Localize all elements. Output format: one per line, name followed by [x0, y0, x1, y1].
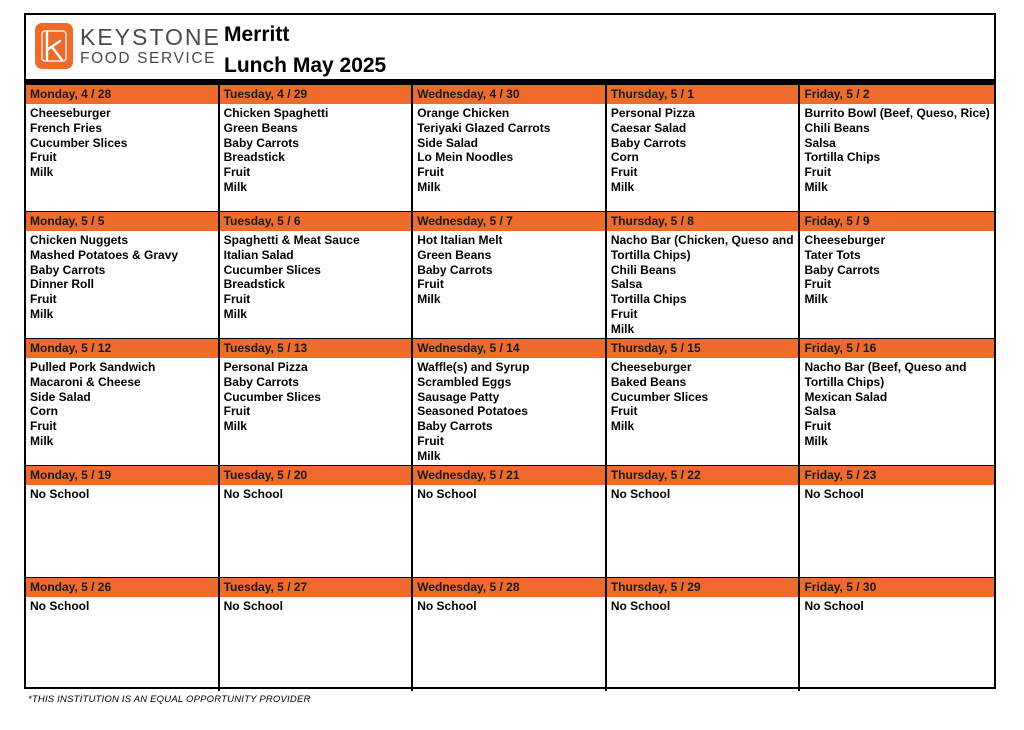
day-header: Thursday, 5 / 22	[607, 466, 799, 485]
menu-items	[220, 231, 412, 322]
day-header: Monday, 5 / 26	[26, 578, 218, 597]
menu-item: Chili Beans	[610, 262, 677, 277]
day-cell	[607, 85, 801, 211]
menu-item: Tortilla Chips	[610, 292, 687, 307]
brand-line-1: KEYSTONE	[80, 24, 221, 50]
menu-item: Chicken Nuggets	[30, 233, 129, 247]
menu-item: No School	[223, 487, 283, 501]
menu-item: No School	[804, 599, 864, 613]
menu-item: Nacho Bar (Chicken, Queso and Tortilla Chips)	[610, 233, 794, 262]
menu-item: Milk	[804, 292, 828, 307]
menu-title: Lunch May 2025	[224, 54, 387, 77]
menu-items	[26, 104, 218, 180]
day-cell	[800, 339, 994, 465]
day-cell	[413, 578, 607, 691]
menu-item: Green Beans	[417, 247, 492, 262]
day-header: Tuesday, 5 / 6	[220, 212, 412, 231]
menu-items	[413, 485, 605, 502]
day-header: Wednesday, 5 / 21	[413, 466, 605, 485]
menu-item: Milk	[610, 179, 635, 194]
day-cell	[26, 85, 220, 211]
menu-item: Side Salad	[30, 389, 91, 404]
day-header: Friday, 5 / 23	[800, 466, 994, 485]
menu-item: No School	[804, 487, 864, 501]
menu-item: Cucumber Slices	[30, 135, 128, 150]
day-cell	[413, 85, 607, 211]
menu-item: Corn	[610, 150, 639, 165]
menu-item: Cucumber Slices	[610, 389, 709, 404]
day-cell	[220, 212, 414, 338]
menu-items	[220, 597, 412, 614]
menu-item: Pulled Pork Sandwich	[30, 360, 156, 374]
day-cell	[800, 85, 994, 211]
day-header: Friday, 5 / 9	[800, 212, 994, 231]
menu-item: Fruit	[417, 277, 444, 292]
menu-items	[413, 358, 605, 464]
day-cell	[26, 466, 220, 577]
menu-items	[800, 597, 994, 614]
menu-item: Baby Carrots	[804, 262, 880, 277]
footnote: *THIS INSTITUTION IS AN EQUAL OPPORTUNITY PROVIDER	[28, 694, 311, 705]
menu-item: Baby Carrots	[223, 374, 299, 389]
week-row	[26, 85, 994, 212]
day-cell	[220, 466, 414, 577]
week-row	[26, 466, 994, 578]
day-cell	[800, 466, 994, 577]
menu-item: Fruit	[804, 165, 832, 180]
menu-items	[220, 104, 412, 195]
menu-item: Baby Carrots	[30, 262, 106, 277]
menu-item: Seasoned Potatoes	[417, 404, 528, 419]
day-header: Friday, 5 / 30	[800, 578, 994, 597]
day-cell	[413, 466, 607, 577]
day-header: Friday, 5 / 2	[800, 85, 994, 104]
menu-item: No School	[610, 599, 671, 613]
menu-items	[26, 597, 218, 614]
menu-item: Teriyaki Glazed Carrots	[417, 120, 551, 135]
menu-item: Milk	[417, 292, 441, 307]
menu-item: Fruit	[417, 165, 444, 180]
menu-items	[413, 104, 605, 195]
menu-item: Mexican Salad	[804, 389, 888, 404]
menu-item: Milk	[30, 165, 54, 180]
menu-item: Fruit	[804, 419, 832, 434]
menu-item: Lo Mein Noodles	[417, 150, 514, 165]
day-cell	[26, 578, 220, 691]
week-row	[26, 212, 994, 339]
menu-item: Green Beans	[223, 120, 298, 135]
menu-item: Breadstick	[223, 277, 285, 292]
menu-item: Caesar Salad	[610, 120, 687, 135]
day-header: Thursday, 5 / 29	[607, 578, 799, 597]
day-header: Wednesday, 5 / 14	[413, 339, 605, 358]
day-header: Tuesday, 4 / 29	[220, 85, 412, 104]
menu-items	[26, 231, 218, 322]
day-header: Monday, 4 / 28	[26, 85, 218, 104]
day-cell	[800, 212, 994, 338]
menu-item: Orange Chicken	[417, 106, 510, 120]
menu-header	[26, 15, 994, 83]
menu-item: Personal Pizza	[610, 106, 695, 120]
menu-items	[800, 104, 994, 195]
menu-items	[220, 485, 412, 502]
menu-item: Salsa	[610, 277, 643, 292]
menu-item: No School	[30, 599, 90, 613]
day-cell	[26, 339, 220, 465]
menu-item: Side Salad	[417, 135, 478, 150]
menu-item: Fruit	[804, 277, 832, 292]
day-header: Wednesday, 5 / 7	[413, 212, 605, 231]
menu-item: Fruit	[610, 306, 638, 321]
week-row	[26, 339, 994, 466]
keystone-logo-icon	[35, 23, 73, 69]
menu-items	[26, 485, 218, 502]
menu-item: Baby Carrots	[417, 262, 493, 277]
menu-item: No School	[610, 487, 671, 501]
menu-item: Italian Salad	[223, 247, 294, 262]
menu-item: Milk	[417, 448, 441, 463]
menu-item: No School	[417, 599, 477, 613]
menu-item: Fruit	[30, 419, 57, 434]
menu-items	[607, 104, 799, 195]
menu-item: Mashed Potatoes & Gravy	[30, 247, 179, 262]
day-header: Monday, 5 / 12	[26, 339, 218, 358]
day-cell	[220, 578, 414, 691]
week-row	[26, 578, 994, 691]
menu-item: Salsa	[804, 404, 836, 419]
menu-item: Macaroni & Cheese	[30, 374, 141, 389]
menu-item: Milk	[417, 179, 441, 194]
menu-items	[800, 231, 994, 307]
day-cell	[607, 339, 801, 465]
menu-item: Milk	[223, 306, 247, 321]
menu-items	[413, 231, 605, 307]
day-header: Thursday, 5 / 15	[607, 339, 799, 358]
brand-name	[80, 24, 226, 68]
brand-line-2: FOOD SERVICE	[80, 50, 217, 67]
menu-calendar-grid	[26, 85, 994, 691]
menu-item: Milk	[804, 433, 828, 448]
menu-item: No School	[223, 599, 283, 613]
menu-items	[607, 597, 799, 614]
menu-item: Fruit	[417, 433, 444, 448]
menu-frame	[24, 13, 996, 689]
day-cell	[607, 466, 801, 577]
day-cell	[220, 85, 414, 211]
menu-item: Chicken Spaghetti	[223, 106, 329, 120]
menu-item: French Fries	[30, 120, 103, 135]
menu-item: Burrito Bowl (Beef, Queso, Rice)	[804, 106, 990, 120]
day-header: Thursday, 5 / 1	[607, 85, 799, 104]
day-header: Thursday, 5 / 8	[607, 212, 799, 231]
menu-item: Hot Italian Melt	[417, 233, 503, 247]
day-cell	[26, 212, 220, 338]
menu-item: Milk	[30, 433, 54, 448]
menu-item: Milk	[610, 419, 635, 434]
day-header: Tuesday, 5 / 20	[220, 466, 412, 485]
menu-item: Sausage Patty	[417, 389, 500, 404]
day-header: Friday, 5 / 16	[800, 339, 994, 358]
day-header: Monday, 5 / 19	[26, 466, 218, 485]
menu-item: Milk	[30, 306, 54, 321]
menu-items	[220, 358, 412, 434]
day-cell	[413, 339, 607, 465]
menu-item: Chili Beans	[804, 120, 870, 135]
menu-item: Fruit	[223, 292, 251, 307]
menu-item: Cheeseburger	[30, 106, 111, 120]
day-cell	[220, 339, 414, 465]
menu-item: No School	[30, 487, 90, 501]
menu-item: Nacho Bar (Beef, Queso and Tortilla Chips)	[804, 360, 967, 389]
day-cell	[607, 212, 801, 338]
day-header: Wednesday, 5 / 28	[413, 578, 605, 597]
menu-item: Scrambled Eggs	[417, 374, 512, 389]
menu-item: Fruit	[223, 404, 251, 419]
menu-item: Salsa	[804, 135, 836, 150]
day-cell	[413, 212, 607, 338]
menu-item: No School	[417, 487, 477, 501]
menu-items	[26, 358, 218, 449]
menu-item: Tortilla Chips	[804, 150, 881, 165]
day-cell	[800, 578, 994, 691]
menu-item: Breadstick	[223, 150, 285, 165]
menu-item: Spaghetti & Meat Sauce	[223, 233, 360, 247]
menu-item: Cucumber Slices	[223, 262, 321, 277]
menu-item: Milk	[223, 179, 247, 194]
menu-items	[800, 358, 994, 449]
menu-item: Dinner Roll	[30, 277, 95, 292]
menu-item: Baby Carrots	[417, 419, 493, 434]
day-cell	[607, 578, 801, 691]
menu-item: Fruit	[610, 404, 638, 419]
menu-item: Waffle(s) and Syrup	[417, 360, 530, 374]
menu-item: Cucumber Slices	[223, 389, 321, 404]
menu-item: Baked Beans	[610, 374, 687, 389]
menu-items	[607, 358, 799, 434]
day-header: Tuesday, 5 / 13	[220, 339, 412, 358]
menu-items	[800, 485, 994, 502]
menu-item: Milk	[804, 179, 828, 194]
menu-item: Personal Pizza	[223, 360, 308, 374]
menu-item: Tater Tots	[804, 247, 861, 262]
menu-item: Cheeseburger	[804, 233, 886, 247]
menu-item: Fruit	[30, 292, 57, 307]
menu-item: Fruit	[610, 165, 638, 180]
day-header: Monday, 5 / 5	[26, 212, 218, 231]
school-name: Merritt	[224, 23, 290, 46]
day-header: Wednesday, 4 / 30	[413, 85, 605, 104]
menu-item: Cheeseburger	[610, 360, 692, 374]
menu-item: Baby Carrots	[223, 135, 299, 150]
menu-item: Milk	[223, 419, 247, 434]
menu-items	[413, 597, 605, 614]
menu-items	[607, 231, 799, 337]
menu-item: Fruit	[30, 150, 57, 165]
menu-item: Milk	[610, 321, 635, 336]
menu-item: Corn	[30, 404, 58, 419]
menu-item: Fruit	[223, 165, 251, 180]
menu-items	[607, 485, 799, 502]
menu-item: Baby Carrots	[610, 135, 687, 150]
day-header: Tuesday, 5 / 27	[220, 578, 412, 597]
